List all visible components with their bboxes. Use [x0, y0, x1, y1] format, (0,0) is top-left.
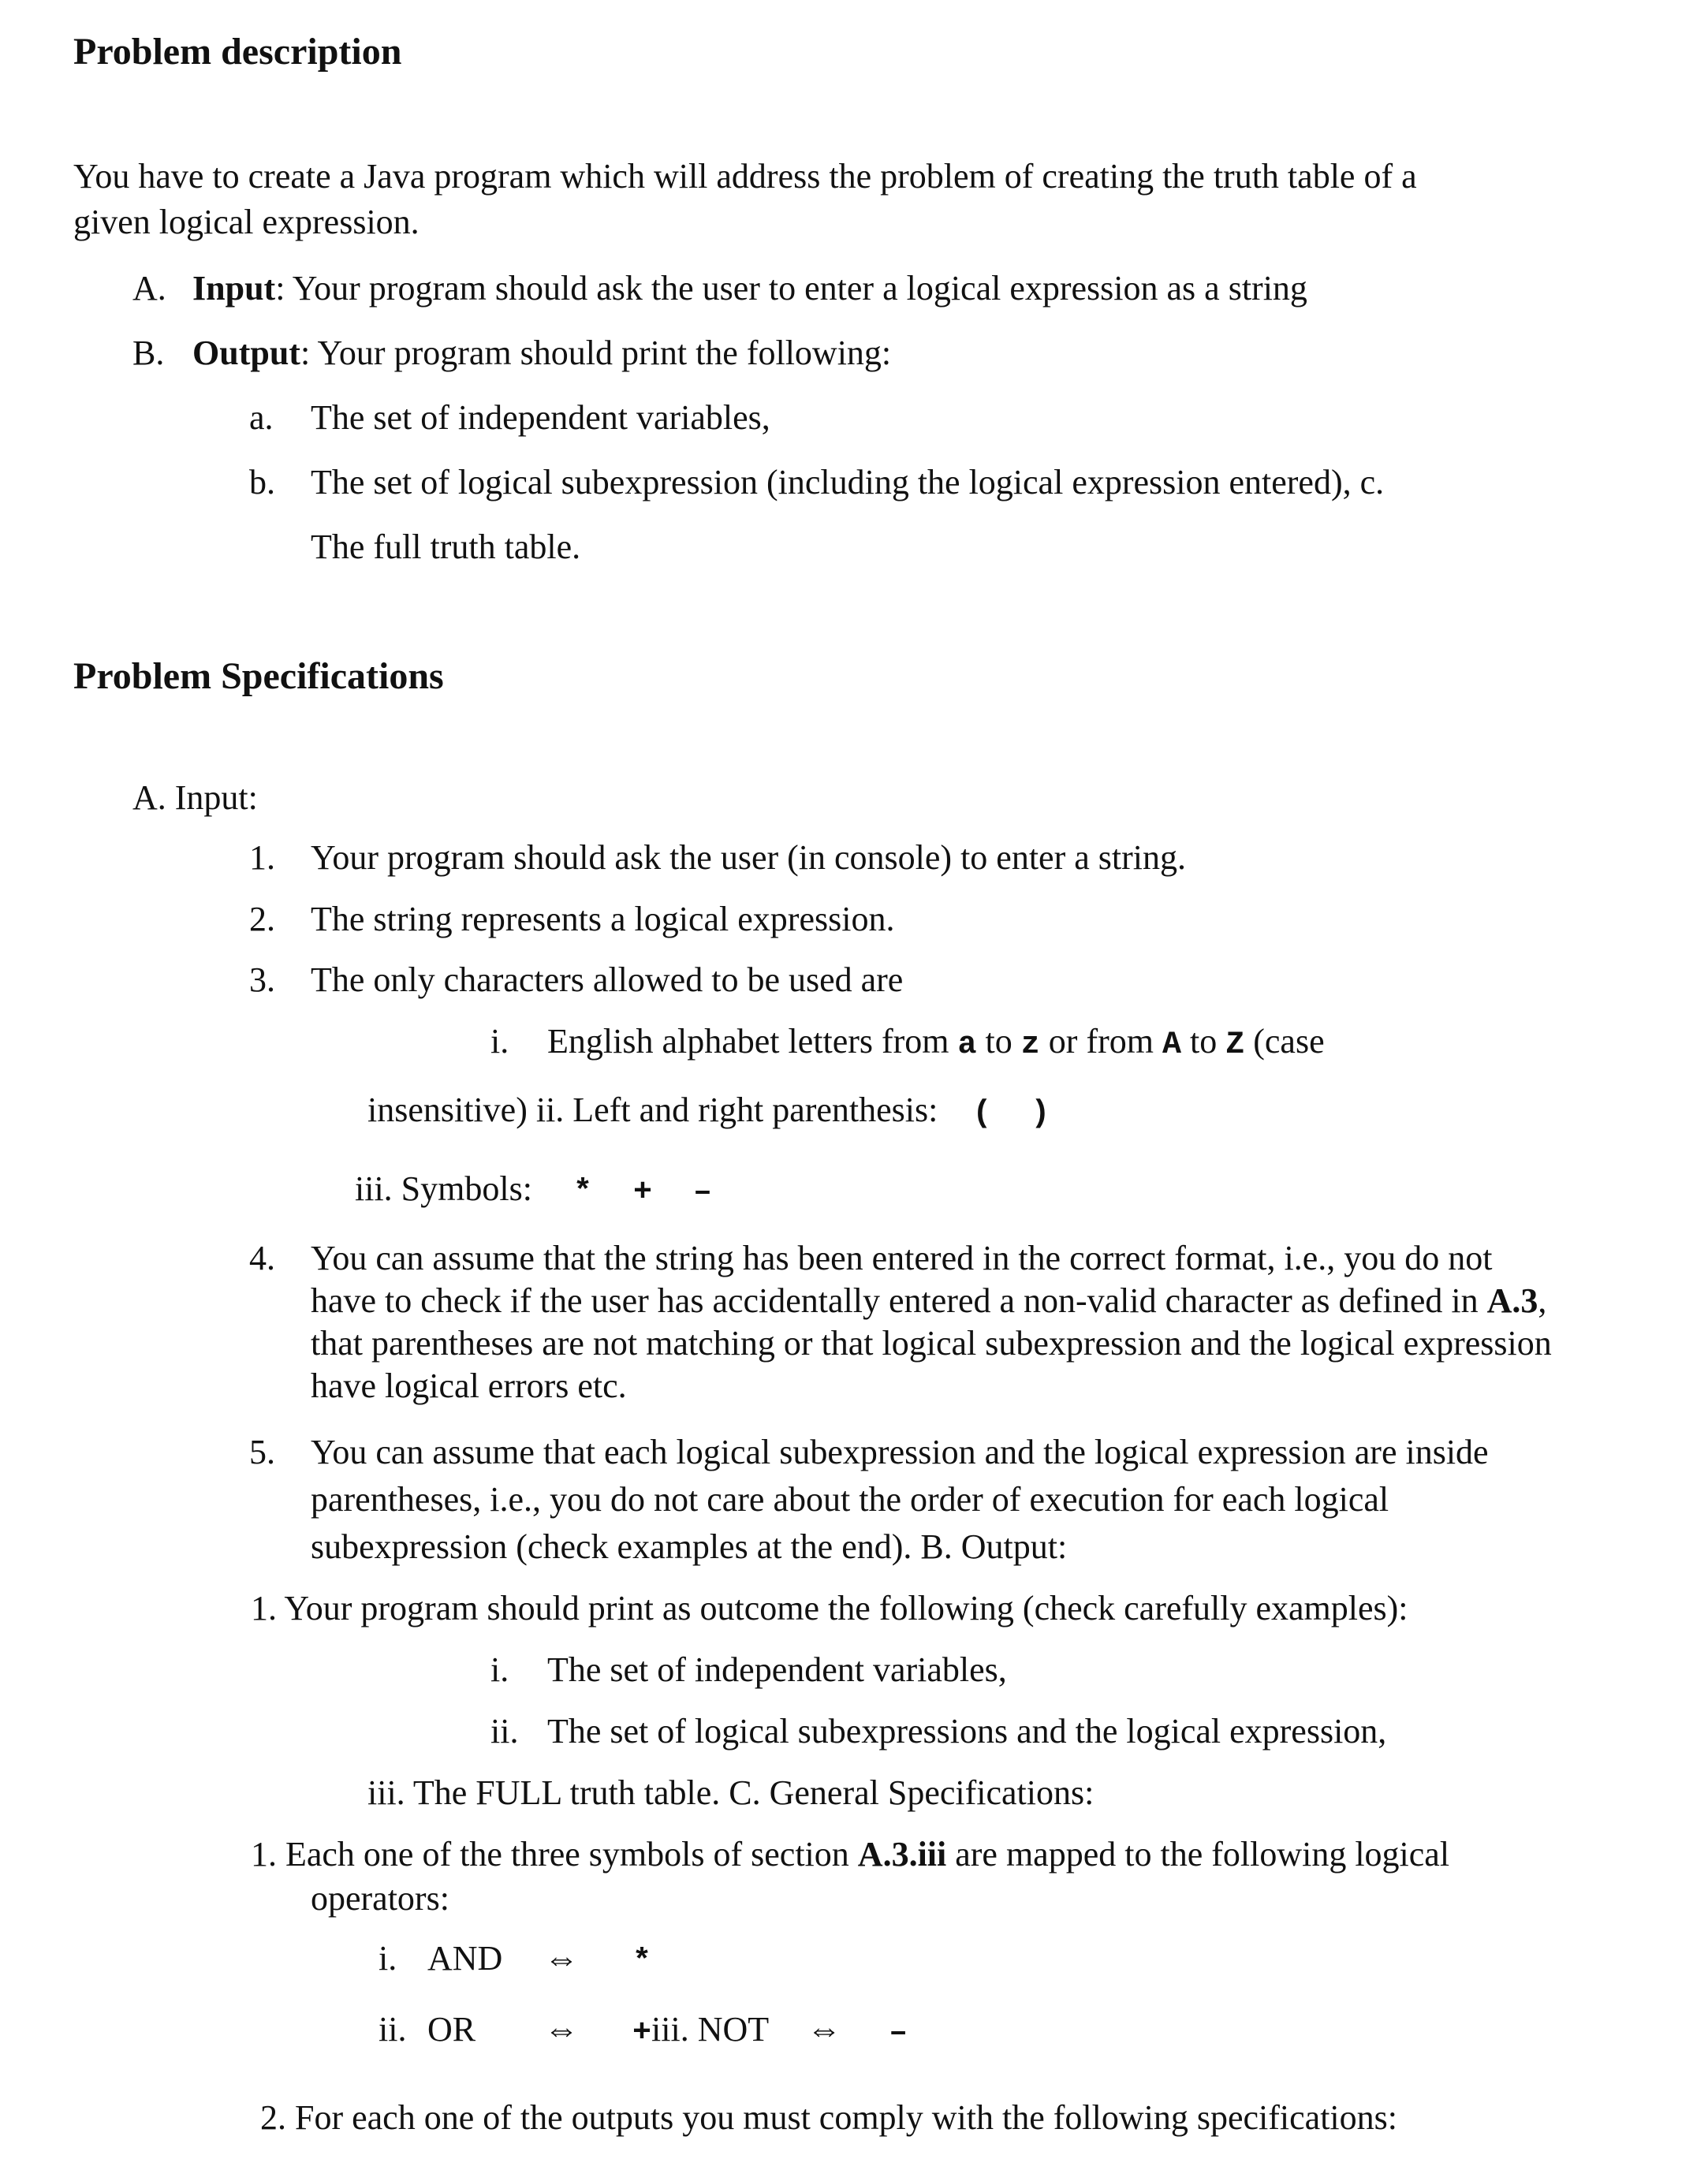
code-minus: –: [692, 1175, 712, 1210]
output-subitem-b: [249, 460, 1384, 504]
ref-bold: A.3: [1486, 1281, 1538, 1320]
code-Z: Z: [1225, 1027, 1245, 1063]
output-subitem-a: [249, 396, 770, 439]
input-rule-4-line-3: that parentheses are not matching or that logical subexpression and the logical expression: [311, 1324, 1552, 1363]
item-text: The set of independent variables,: [311, 398, 770, 437]
item-text: The only characters allowed to be used are: [311, 960, 904, 999]
code-plus: +: [632, 2015, 652, 2051]
text: iii. Symbols:: [355, 1169, 532, 1208]
code-star: *: [632, 1944, 652, 1980]
item-label: 1.: [249, 838, 275, 877]
code-z: z: [1020, 1027, 1040, 1063]
text: are mapped to the following logical: [946, 1835, 1450, 1874]
input-rule-5-line-2: parentheses, i.e., you do not care about the order of execution for each logical: [311, 1480, 1389, 1519]
equivalence-arrow-icon: ⇔: [807, 2010, 842, 2049]
input-rule-4-line-2: [311, 1279, 1546, 1322]
item-text: Your program should ask the user (in console) to enter a string.: [311, 838, 1186, 877]
code-A: A: [1162, 1027, 1181, 1063]
output-rule-1: 1. Your program should print as outcome the following (check carefully examples):: [251, 1589, 1408, 1628]
item-text: The string represents a logical expression.: [311, 900, 895, 938]
item-label: A.: [132, 269, 166, 308]
input-subheading: A. Input:: [132, 778, 258, 817]
intro-line-2: given logical expression.: [73, 203, 420, 241]
item-text: The set of logical subexpression (including the logical expression entered), c.: [311, 463, 1385, 501]
code-left-paren: (: [972, 1096, 992, 1132]
allowed-letters: [490, 1020, 1325, 1065]
item-label: ii.: [379, 2010, 407, 2049]
output-list-i: [490, 1648, 1007, 1691]
input-rule-5-line-3: subexpression (check examples at the end). B. Output:: [311, 1527, 1068, 1566]
output-subitem-c: The full truth table.: [311, 528, 581, 566]
input-rule-2: [249, 897, 894, 941]
general-rule-1-line-2: operators:: [311, 1879, 449, 1918]
item-label: i.: [379, 1939, 397, 1978]
operator-or-not-row: [379, 2008, 908, 2053]
allowed-symbols: [355, 1167, 712, 1213]
code-right-paren: ): [1031, 1096, 1050, 1132]
ref-bold: A.3.iii: [857, 1835, 947, 1874]
text: 1. Each one of the three symbols of section: [251, 1835, 858, 1874]
item-label: 3.: [249, 960, 275, 999]
input-rule-5-label: 5.: [249, 1433, 275, 1471]
section-heading-specifications: Problem Specifications: [73, 655, 444, 697]
general-rule-2: 2. For each one of the outputs you must comply with the following specifications:: [260, 2098, 1397, 2137]
text: insensitive) ii. Left and right parenthesis:: [367, 1091, 938, 1129]
allowed-parentheses: [367, 1088, 1050, 1134]
item-bold: Output: [192, 334, 300, 372]
item-label: i.: [490, 1022, 509, 1061]
item-label: B.: [132, 334, 165, 372]
equivalence-arrow-icon: ⇔: [544, 1939, 579, 1978]
input-rule-4-label: 4.: [249, 1239, 275, 1277]
text: English alphabet letters from: [547, 1022, 958, 1061]
text: (case: [1244, 1022, 1325, 1061]
item-text: The set of logical subexpressions and the logical expression,: [547, 1712, 1387, 1751]
input-rule-1: [249, 836, 1186, 879]
item-text: The set of independent variables,: [547, 1650, 1007, 1689]
text: or from: [1039, 1022, 1162, 1061]
operator-name: OR: [427, 2010, 476, 2049]
item-bold: Input: [192, 269, 276, 308]
item-label: ii.: [490, 1712, 519, 1751]
operator-name: AND: [427, 1939, 503, 1978]
item-label: 2.: [249, 900, 275, 938]
text: ,: [1538, 1281, 1547, 1320]
section-heading-description: Problem description: [73, 31, 402, 73]
text: to: [1181, 1022, 1226, 1061]
operator-not: iii. NOT: [651, 2010, 770, 2049]
item-text: : Your program should ask the user to enter a logical expression as a string: [275, 269, 1307, 308]
item-label: a.: [249, 398, 274, 437]
input-rule-4-line-1: You can assume that the string has been entered in the correct format, i.e., you do not: [311, 1239, 1493, 1277]
item-label: b.: [249, 463, 275, 501]
code-a: a: [957, 1027, 977, 1063]
code-minus: –: [889, 2015, 908, 2051]
input-item: [132, 267, 1307, 310]
equivalence-arrow-icon: ⇔: [544, 2010, 579, 2049]
text: to: [976, 1022, 1021, 1061]
item-label: i.: [490, 1650, 509, 1689]
general-rule-1: [251, 1833, 1449, 1876]
code-plus: +: [632, 1175, 652, 1210]
output-list-ii: [490, 1710, 1386, 1753]
output-list-iii: iii. The FULL truth table. C. General Specifications:: [367, 1773, 1095, 1812]
intro-line-1: You have to create a Java program which will address the problem of creating the truth table of a: [73, 157, 1417, 196]
code-star: *: [572, 1175, 592, 1210]
item-text: : Your program should print the following:: [300, 334, 892, 372]
input-rule-3: [249, 958, 903, 1001]
text: have to check if the user has accidentally entered a non-valid character as defined in: [311, 1281, 1487, 1320]
input-rule-5-line-1: You can assume that each logical subexpression and the logical expression are inside: [311, 1433, 1489, 1471]
output-item: [132, 331, 891, 375]
input-rule-4-line-4: have logical errors etc.: [311, 1367, 627, 1405]
operator-and-row: [379, 1937, 651, 1982]
